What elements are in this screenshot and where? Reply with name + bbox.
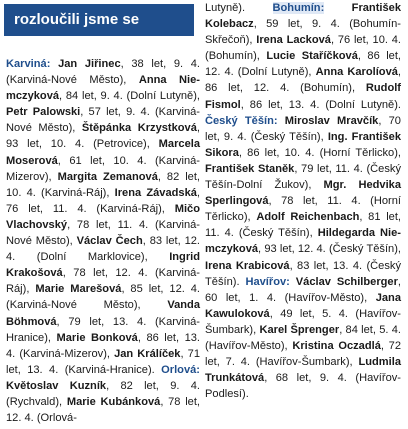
notice-details: , 72 let, 7. 4. (Havířov-Šumbark), — [205, 339, 401, 369]
town-heading: Havířov: — [245, 275, 296, 288]
deceased-name: Adolf Reichenbach — [256, 211, 360, 224]
notice-details: , 86 let, 10. 4. (Horní Těrlicko), — [238, 146, 401, 159]
notice-details: , 38 let, 9. 4. (Karviná-Nové Město), — [6, 58, 200, 87]
notice-details: , 76 let, 11. 4. (Karviná-Ráj), — [6, 186, 200, 215]
deceased-name: Mgr. Hedvika Sperlingová — [205, 179, 401, 208]
deceased-name: Karel Šprenger — [259, 323, 340, 336]
deceased-name: Václav Čech — [76, 235, 143, 248]
deceased-name: František Staněk — [205, 162, 295, 175]
deceased-name: Jan Králíček — [114, 347, 181, 360]
deceased-name: Jan Jiřinec — [58, 58, 121, 70]
notice-details: , 85 let, 12. 4. (Karviná-Nové Město), — [6, 283, 200, 312]
notice-details: , 79 let, 11. 4. (Český Těšín-Dolní Žukov), — [205, 162, 401, 192]
notice-details: , 86 let, 12. 4. (Bohumín), — [205, 66, 401, 95]
notice-details: , 78 let, 11. 4. (Horní Těrlicko), — [205, 195, 401, 224]
notice-details: , 60 let, 1. 4. (Havířov-Město), — [205, 275, 401, 304]
section-header — [4, 4, 194, 36]
deceased-name: Kristina Oczadlá — [292, 339, 381, 352]
deceased-name: Marie Bonková — [56, 331, 138, 344]
deceased-name: Irena Krabicová — [205, 259, 290, 272]
deceased-name: Ing. František Sikora — [205, 130, 401, 159]
notice-details: , 82 let, 10. 4. (Karviná-Ráj), — [6, 170, 200, 199]
deceased-name: Anna Karolíová — [315, 66, 398, 79]
notice-details: , 93 let, 10. 4. (Petrovice), — [6, 122, 200, 151]
deceased-name: Irena Závadská — [114, 186, 197, 199]
notice-details: , 59 let, 9. 4. (Bohumín-Skřečoň), — [205, 18, 401, 47]
notice-details: , 49 let, 5. 4. (Havířov-Šumbark), — [205, 307, 401, 336]
deceased-name: Štěpánka Krzystková — [81, 122, 197, 135]
deceased-name: Petr Palowski — [6, 106, 81, 119]
notice-details: , 93 let, 12. 4. (Český Těšín), — [258, 243, 401, 256]
deceased-name: Miroslav Mravčík — [284, 114, 379, 127]
town-heading: Český Těšín: — [205, 114, 285, 127]
deceased-name: Ludmila Trunkátová — [205, 356, 401, 385]
notice-details: , 86 let, 13. 4. (Karviná-Mizerov), — [6, 331, 201, 360]
notice-details: , 86 let, 13. 4. (Dolní Lutyně). — [240, 98, 401, 111]
town-heading: Bohumín: — [272, 2, 325, 14]
deceased-name: Václav Schilberger — [295, 275, 398, 288]
notice-details: , 61 let, 10. 4. (Karviná-Mizerov), — [6, 154, 200, 183]
notice-details — [324, 2, 351, 14]
notice-details: , 57 let, 9. 4. (Karviná-Nové Město), — [6, 106, 200, 135]
deceased-name: Jana Kawuloková — [205, 291, 401, 320]
notice-details: , 84 let, 9. 4. (Dolní Lutyně), — [59, 90, 200, 103]
notice-details: , 68 let, 9. 4. (Havířov-Podlesí). — [205, 372, 401, 401]
deceased-name: Hildegarda Niemczyková — [205, 227, 401, 256]
deceased-name: Vanda Böhmová — [6, 299, 200, 328]
notice-details: , 79 let, 13. 4. (Karviná-Hranice), — [6, 315, 200, 344]
deceased-name: Ingrid Krakošová — [6, 251, 200, 280]
town-heading: Orlová: — [161, 363, 200, 376]
deceased-name: Margita Zemanová — [57, 170, 158, 183]
notice-details: , 78 let, 11. 4. (Karviná-Nové Město), — [6, 218, 200, 248]
notice-details: , 76 let, 10. 4. (Bohumín), — [205, 34, 401, 63]
notice-details: , 86 let, 12. 4. (Dolní Lutyně), — [205, 50, 401, 79]
deceased-name: Mičo Vlachovský — [6, 202, 200, 231]
notice-details: , 83 let, 13. 4. (Český Těšín). — [205, 259, 401, 288]
notice-details: , 81 let, 11. 4. (Český Těšín), — [205, 211, 401, 240]
deceased-name: Irena Lacková — [256, 34, 331, 47]
notice-details: , 83 let, 12. 4. (Dolní Marklovice), — [6, 235, 200, 264]
notice-details: , 70 let, 9. 4. (Český Těšín), — [205, 114, 401, 143]
deceased-name: Marie Kubánková — [66, 395, 161, 408]
notices-column-right — [205, 0, 401, 402]
notice-details: , 78 let, 12. 4. (Orlová- — [6, 395, 200, 425]
notice-details: Lutyně). — [205, 2, 273, 14]
notice-details: , 71 let, 13. 4. (Karviná-Hranice). — [6, 347, 200, 376]
notices-column-left — [6, 56, 200, 426]
deceased-name: Květoslav Kuzník — [6, 379, 107, 392]
deceased-name: Rudolf Fismol — [205, 82, 401, 111]
deceased-name: Marcela Moserová — [6, 138, 200, 167]
notice-details: , 82 let, 9. 4. (Rychvald), — [6, 379, 200, 408]
notice-details: , 84 let, 5. 4. (Havířov-Město), — [205, 323, 402, 352]
notice-details: , 78 let, 12. 4. (Karviná-Ráj), — [6, 267, 200, 296]
deceased-name: Marie Marešová — [35, 283, 122, 296]
section-title: rozloučili jsme se — [14, 11, 140, 28]
deceased-name: Anna Niemczyková — [6, 74, 200, 103]
deceased-name: František Kolebacz — [205, 2, 401, 31]
town-heading: Karviná: — [6, 58, 59, 70]
deceased-name: Lucie Staříčková — [266, 50, 358, 63]
